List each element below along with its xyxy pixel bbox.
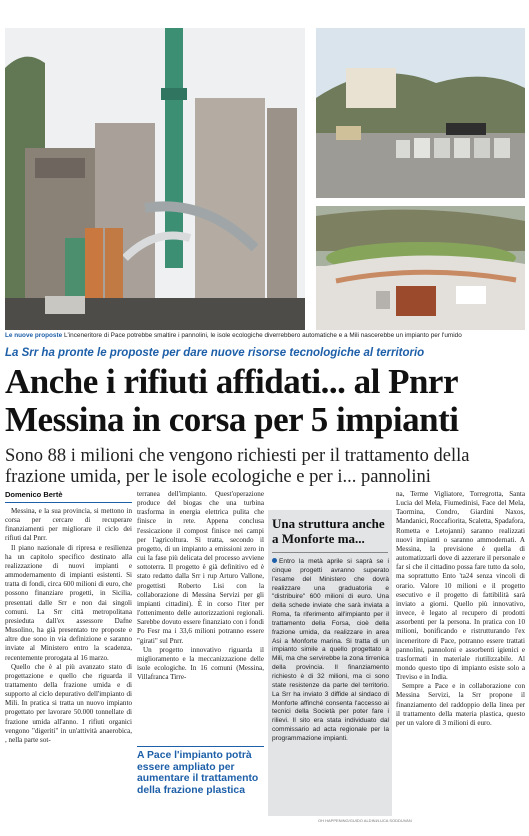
- byline-rule: [5, 502, 132, 503]
- pullquote: A Pace l'impianto potrà essere ampliato per aumentare il trattamento della frazione plastica: [137, 750, 259, 796]
- paragraph: na, Terme Vigliatore, Torregrotta, Santa Lucia del Mela, Fiumedinisi, Face del Mela, Taormina, Condro, Giardini Naxos, Mandanici, Roccafiorita, Scaletta, Spadafora, Rometta e Letojanni) saranno realizzati nuovi impianti o saranno ammodernati. A Messina, la previsione è quella di automatizzarli dove di azzerare il personale e far sì che il cittadino possa fare tutto da solo, ma soprattutto Ento 'ta24 senza vincoli di orario. Valore 10 milioni e il progetto esecutivo e il progetto di fattibilità sarà inviato a giorni. Quello più innovativo, invece, è legato al recupero di prodotti assorbenti per la persona. In pratica con 10 milioni, bonificando e ristrutturando l'ex inceneritore di Pace, potranno essere trattati pannolini, pannoloni e assorbenti igienici e trasformati in materiale riutilizzabile. Al mondo questo tipo di impianto esiste solo a Treviso e in India.: [396, 490, 525, 682]
- byline: Domenico Bertè: [5, 490, 63, 499]
- ecological-islands-illustration: [316, 28, 525, 198]
- sidebar-box-rule: [272, 552, 388, 553]
- incinerator-illustration: [5, 28, 305, 330]
- caption-label: Le nuove proposte: [5, 332, 63, 339]
- pullquote-rule: [137, 746, 264, 747]
- article-column-4: [396, 490, 525, 820]
- headline-line-2: Messina in corsa per 5 impianti: [5, 400, 459, 439]
- paragraph: Il piano nazionale di ripresa e resilienza ha un capitolo specifico destinato alla realizzazione di nuovi impianti e ammodernamento di impianti esistenti. Si tratta di fondi, circa 600 milioni di euro, che possono finanziare progetti, in Sicilia, presentati dalle Srr e non dai singoli comuni. La Srr città metropolitana presieduta dall'ex assessore Dafne Musolino, ha già presentato tre proposte e altre due sono in via definizione e saranno inviate al Ministero entro la scadenza, recentemente prorogata al 16 marzo.: [5, 543, 132, 662]
- incinerator-photo: [5, 28, 305, 330]
- paragraph: Un progetto innovativo riguarda il miglioramento e la meccanizzazione delle isole ecologiche. In 16 comuni (Messina, Villafranca Tirre-: [137, 645, 264, 682]
- photo-caption: [5, 330, 525, 342]
- paragraph: terranea dell'impianto. Quest'operazione produce del biogas che una turbina trasforma in energia elettrica pulita che finisce in rete. Appena conclusa l'essicazione il compost finisce nei campi per l'agricoltura. Si tratta, secondo il progetto, di un impianto a emissioni zero in cui la fase più delicata del processo avviene sottoterra. Il progetto è già definitivo ed è stato redatto dalla Srr i rup Arturo Vallone, progettisti Roberto Lisi con la collaborazione di Messina Servizi per gli impianti cittadini). È in corso l'iter per l'ottenimento delle autorizzazioni regionali. Sarebbe dovuto essere finanziato con i fondi Po Fesr ma i 33,6 milioni potranno essere "girati" sul Pnrr.: [137, 490, 264, 645]
- article-headline: [5, 363, 525, 439]
- article-kicker: La Srr ha pronte le proposte per dare nuove risorse tecnologiche al territorio: [5, 347, 425, 359]
- headline-line-1: Anche i rifiuti affidati... al Pnrr: [5, 362, 459, 401]
- sidebar-box-body: Entro la metà aprile si saprà se i cinque progetti avranno superato l'esame del Ministero che dovrà realizzare una graduatoria e "distribuire" 600 milioni di euro. Una della schede inviate che sarà inviata a Roma, fa riferimento all'impianto per il trattamento della Forsa, cioè della frazione umida, da realizzare in area Asi a Monforte marina. Si tratta di un impianto simile a quello progettato a Mili, ma che servirebbe la zona tirrenica della provincia. Il finanziamento richiesto è di 32 milioni, ma ci sono state resistenze da parte del territorio. La Srr ha inviato 3 diffide al sindaco di Monforte affinché consenta l'accesso ai tecnici della Società per poter fare i rilievi. Il sito era stata individuato dal commissario ad acta regionale per la programmazione impianti.: [272, 558, 389, 742]
- paragraph: Quello che è al più avanzato stato di progettazione e quello che riguarda il trattamento della frazione umida e di supporto al ciclo depurativo dell'impianto di Mili. In pratica si tratta un nuovo impianto progettato per lavorare 50.000 tonnellate di frazione umida all'anno. I rifiuti organici vengono "digeriti" in un'attività anaerobica, , nella parte sot-: [5, 662, 132, 744]
- sidebar-box-title: Una struttura anche a Monforte ma...: [272, 516, 385, 546]
- caption-text: L'inceneritore di Pace potrebbe smaltire i pannolini, le isole ecologiche diverrebbero automatiche e a Mili nascerebbe un impianto per l'umido: [62, 332, 462, 339]
- paragraph: Sempre a Pace e in collaborazione con Messina Servizi, la Srr propone il finanziamento del raddoppio della linea per il trattamento della materia plastica, questo per un valore di 3 milioni di euro.: [396, 682, 525, 727]
- photo-credit: OH HAPPENING/GUIDO ALDINI/LUCA SODDUVAN: [318, 818, 412, 823]
- paragraph: Messina, e la sua provincia, si mettono in corsa per cercare di recuperare finanziamenti per migliorare il ciclo dei rifiuti dal Pnrr.: [5, 507, 132, 543]
- plant-render-illustration: [316, 206, 525, 330]
- ecological-islands-photo: [316, 28, 525, 198]
- article-column-2: [137, 490, 264, 740]
- article-column-1: [5, 507, 132, 819]
- plant-render-photo: [316, 206, 525, 330]
- bullet-icon: [272, 558, 277, 563]
- sidebar-box-text: [272, 558, 389, 814]
- article-subhead: Sono 88 i milioni che vengono richiesti per il trattamento della frazione umida, per le isole ecologiche e per i... pannolini: [5, 446, 470, 487]
